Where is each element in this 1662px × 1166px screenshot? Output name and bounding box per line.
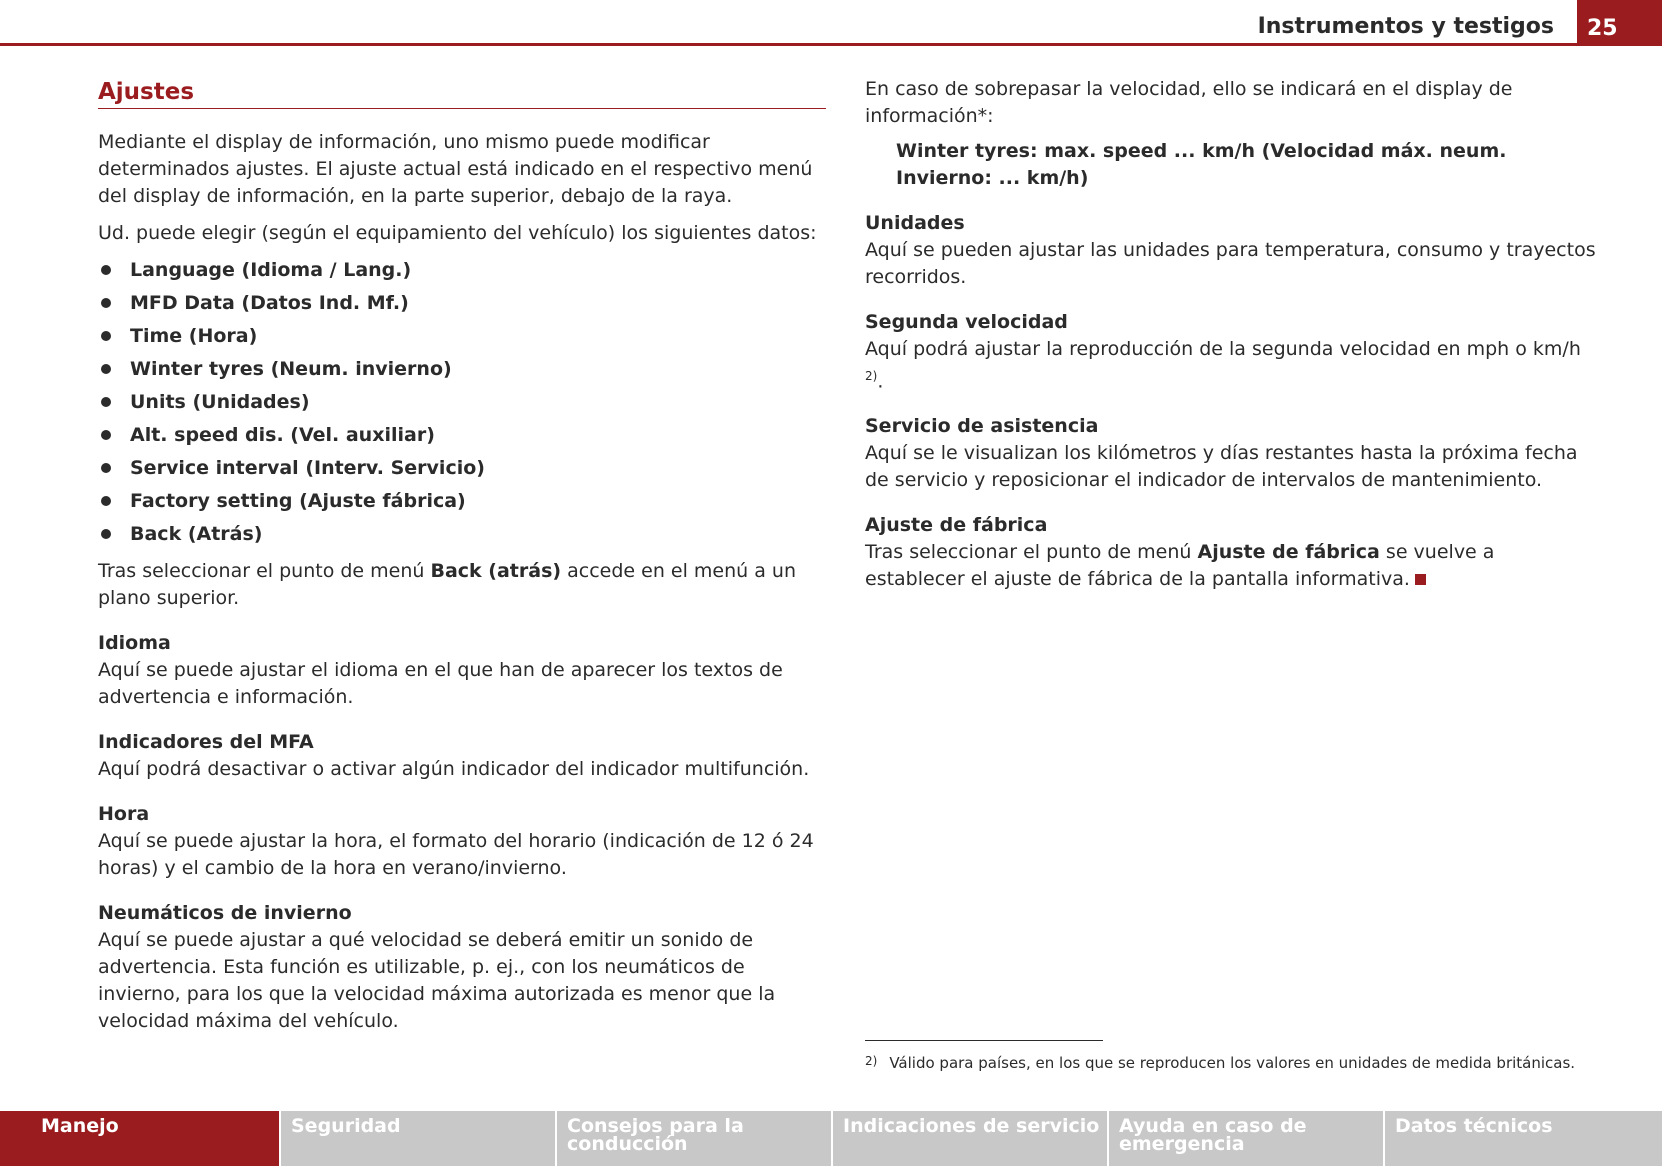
footnote — [865, 1054, 1625, 1072]
bullet-icon — [101, 529, 111, 539]
footnote-number: 2) — [865, 1054, 878, 1068]
chapter-title: Instrumentos y testigos — [1257, 14, 1554, 39]
bullet-icon — [101, 331, 111, 341]
mfa-heading: Indicadores del MFA — [98, 731, 314, 753]
idioma-paragraph: Aquí se puede ajustar el idioma en el que han de aparecer los textos de advertencia e información. — [98, 659, 783, 708]
list-item: MFD Data (Datos Ind. Mf.) — [98, 290, 826, 317]
list-item: Winter tyres (Neum. invierno) — [98, 356, 826, 383]
bullet-icon — [101, 397, 111, 407]
settings-menu-list — [98, 257, 826, 548]
segunda-velocidad-paragraph: Aquí podrá ajustar la reproducción de la segunda velocidad en mph o km/h $^{2)}$. — [865, 338, 1581, 393]
footnote-ref: 2) — [865, 369, 878, 383]
neumaticos-heading: Neumáticos de invierno — [98, 902, 352, 924]
page-number: 25 — [1577, 0, 1662, 46]
hora-paragraph: Aquí se puede ajustar la hora, el formato del horario (indicación de 12 ó 24 horas) y el cambio de la hora en verano/invierno. — [98, 830, 814, 879]
bullet-icon — [101, 298, 111, 308]
header-rule — [0, 43, 1662, 46]
segunda-velocidad-heading: Segunda velocidad — [865, 311, 1068, 333]
list-item: Back (Atrás) — [98, 521, 826, 548]
list-item: Language (Idioma / Lang.) — [98, 257, 826, 284]
tab-manejo[interactable]: Manejo — [0, 1111, 279, 1166]
intro-paragraph: Mediante el display de información, uno mismo puede modificar determinados ajustes. El ajuste actual está indicado en el respectivo menú del display de información, en la parte superior, debajo de la raya. — [98, 131, 813, 207]
tab-datos-tecnicos[interactable]: Datos técnicos — [1385, 1111, 1662, 1166]
mfa-paragraph: Aquí podrá desactivar o activar algún indicador del indicador multifunción. — [98, 758, 810, 780]
section-title: Ajustes — [98, 76, 826, 109]
servicio-paragraph: Aquí se le visualizan los kilómetros y días restantes hasta la próxima fecha de servicio y reposicionar el indicador de intervalos de mantenimiento. — [865, 442, 1578, 492]
hora-heading: Hora — [98, 803, 150, 825]
exceed-paragraph: En caso de sobrepasar la velocidad, ello se indicará en el display de información*: — [865, 78, 1513, 127]
tab-consejos-conduccion[interactable]: Consejos para la conducción — [557, 1111, 831, 1166]
bullet-icon — [101, 463, 111, 473]
ajuste-fabrica-paragraph: Tras seleccionar el punto de menú Ajuste de fábrica se vuelve a establecer el ajuste de fábrica de la pantalla informativa. — [865, 541, 1495, 591]
winter-tyres-message: Winter tyres: max. speed ... km/h (Velocidad máx. neum. Invierno: ... km/h) — [896, 140, 1507, 189]
choose-paragraph: Ud. puede elegir (según el equipamiento del vehículo) los siguientes datos: — [98, 222, 817, 244]
bottom-nav — [0, 1111, 1662, 1166]
list-item: Factory setting (Ajuste fábrica) — [98, 488, 826, 515]
servicio-heading: Servicio de asistencia — [865, 415, 1099, 438]
footnote-text: Válido para países, en los que se reproducen los valores en unidades de medida británicas. — [889, 1054, 1576, 1072]
unidades-heading: Unidades — [865, 212, 965, 234]
bullet-icon — [101, 496, 111, 506]
tab-indicaciones-servicio[interactable]: Indicaciones de servicio — [833, 1111, 1107, 1166]
unidades-paragraph: Aquí se pueden ajustar las unidades para temperatura, consumo y trayectos recorridos. — [865, 239, 1596, 288]
idioma-heading: Idioma — [98, 632, 171, 654]
tab-ayuda-emergencia[interactable]: Ayuda en caso de emergencia — [1109, 1111, 1383, 1166]
list-item: Service interval (Interv. Servicio) — [98, 455, 826, 482]
ajuste-fabrica-heading: Ajuste de fábrica — [865, 514, 1048, 537]
list-item: Units (Unidades) — [98, 389, 826, 416]
footnote-rule — [865, 1040, 1103, 1041]
bullet-icon — [101, 430, 111, 440]
list-item: Time (Hora) — [98, 323, 826, 350]
neumaticos-paragraph: Aquí se puede ajustar a qué velocidad se deberá emitir un sonido de advertencia. Esta función es utilizable, p. ej., con los neumáticos de invierno, para los que la velocidad máxima autorizada es menor que la velocidad máxima del vehículo. — [98, 929, 776, 1032]
left-column — [98, 76, 826, 1035]
list-item: Alt. speed dis. (Vel. auxiliar) — [98, 422, 826, 449]
back-paragraph: Tras seleccionar el punto de menú Back (atrás) accede en el menú a un plano superior. — [98, 560, 796, 609]
tab-seguridad[interactable]: Seguridad — [281, 1111, 555, 1166]
bullet-icon — [101, 265, 111, 275]
section-end-icon — [1415, 574, 1426, 585]
right-column — [865, 76, 1600, 593]
bullet-icon — [101, 364, 111, 374]
